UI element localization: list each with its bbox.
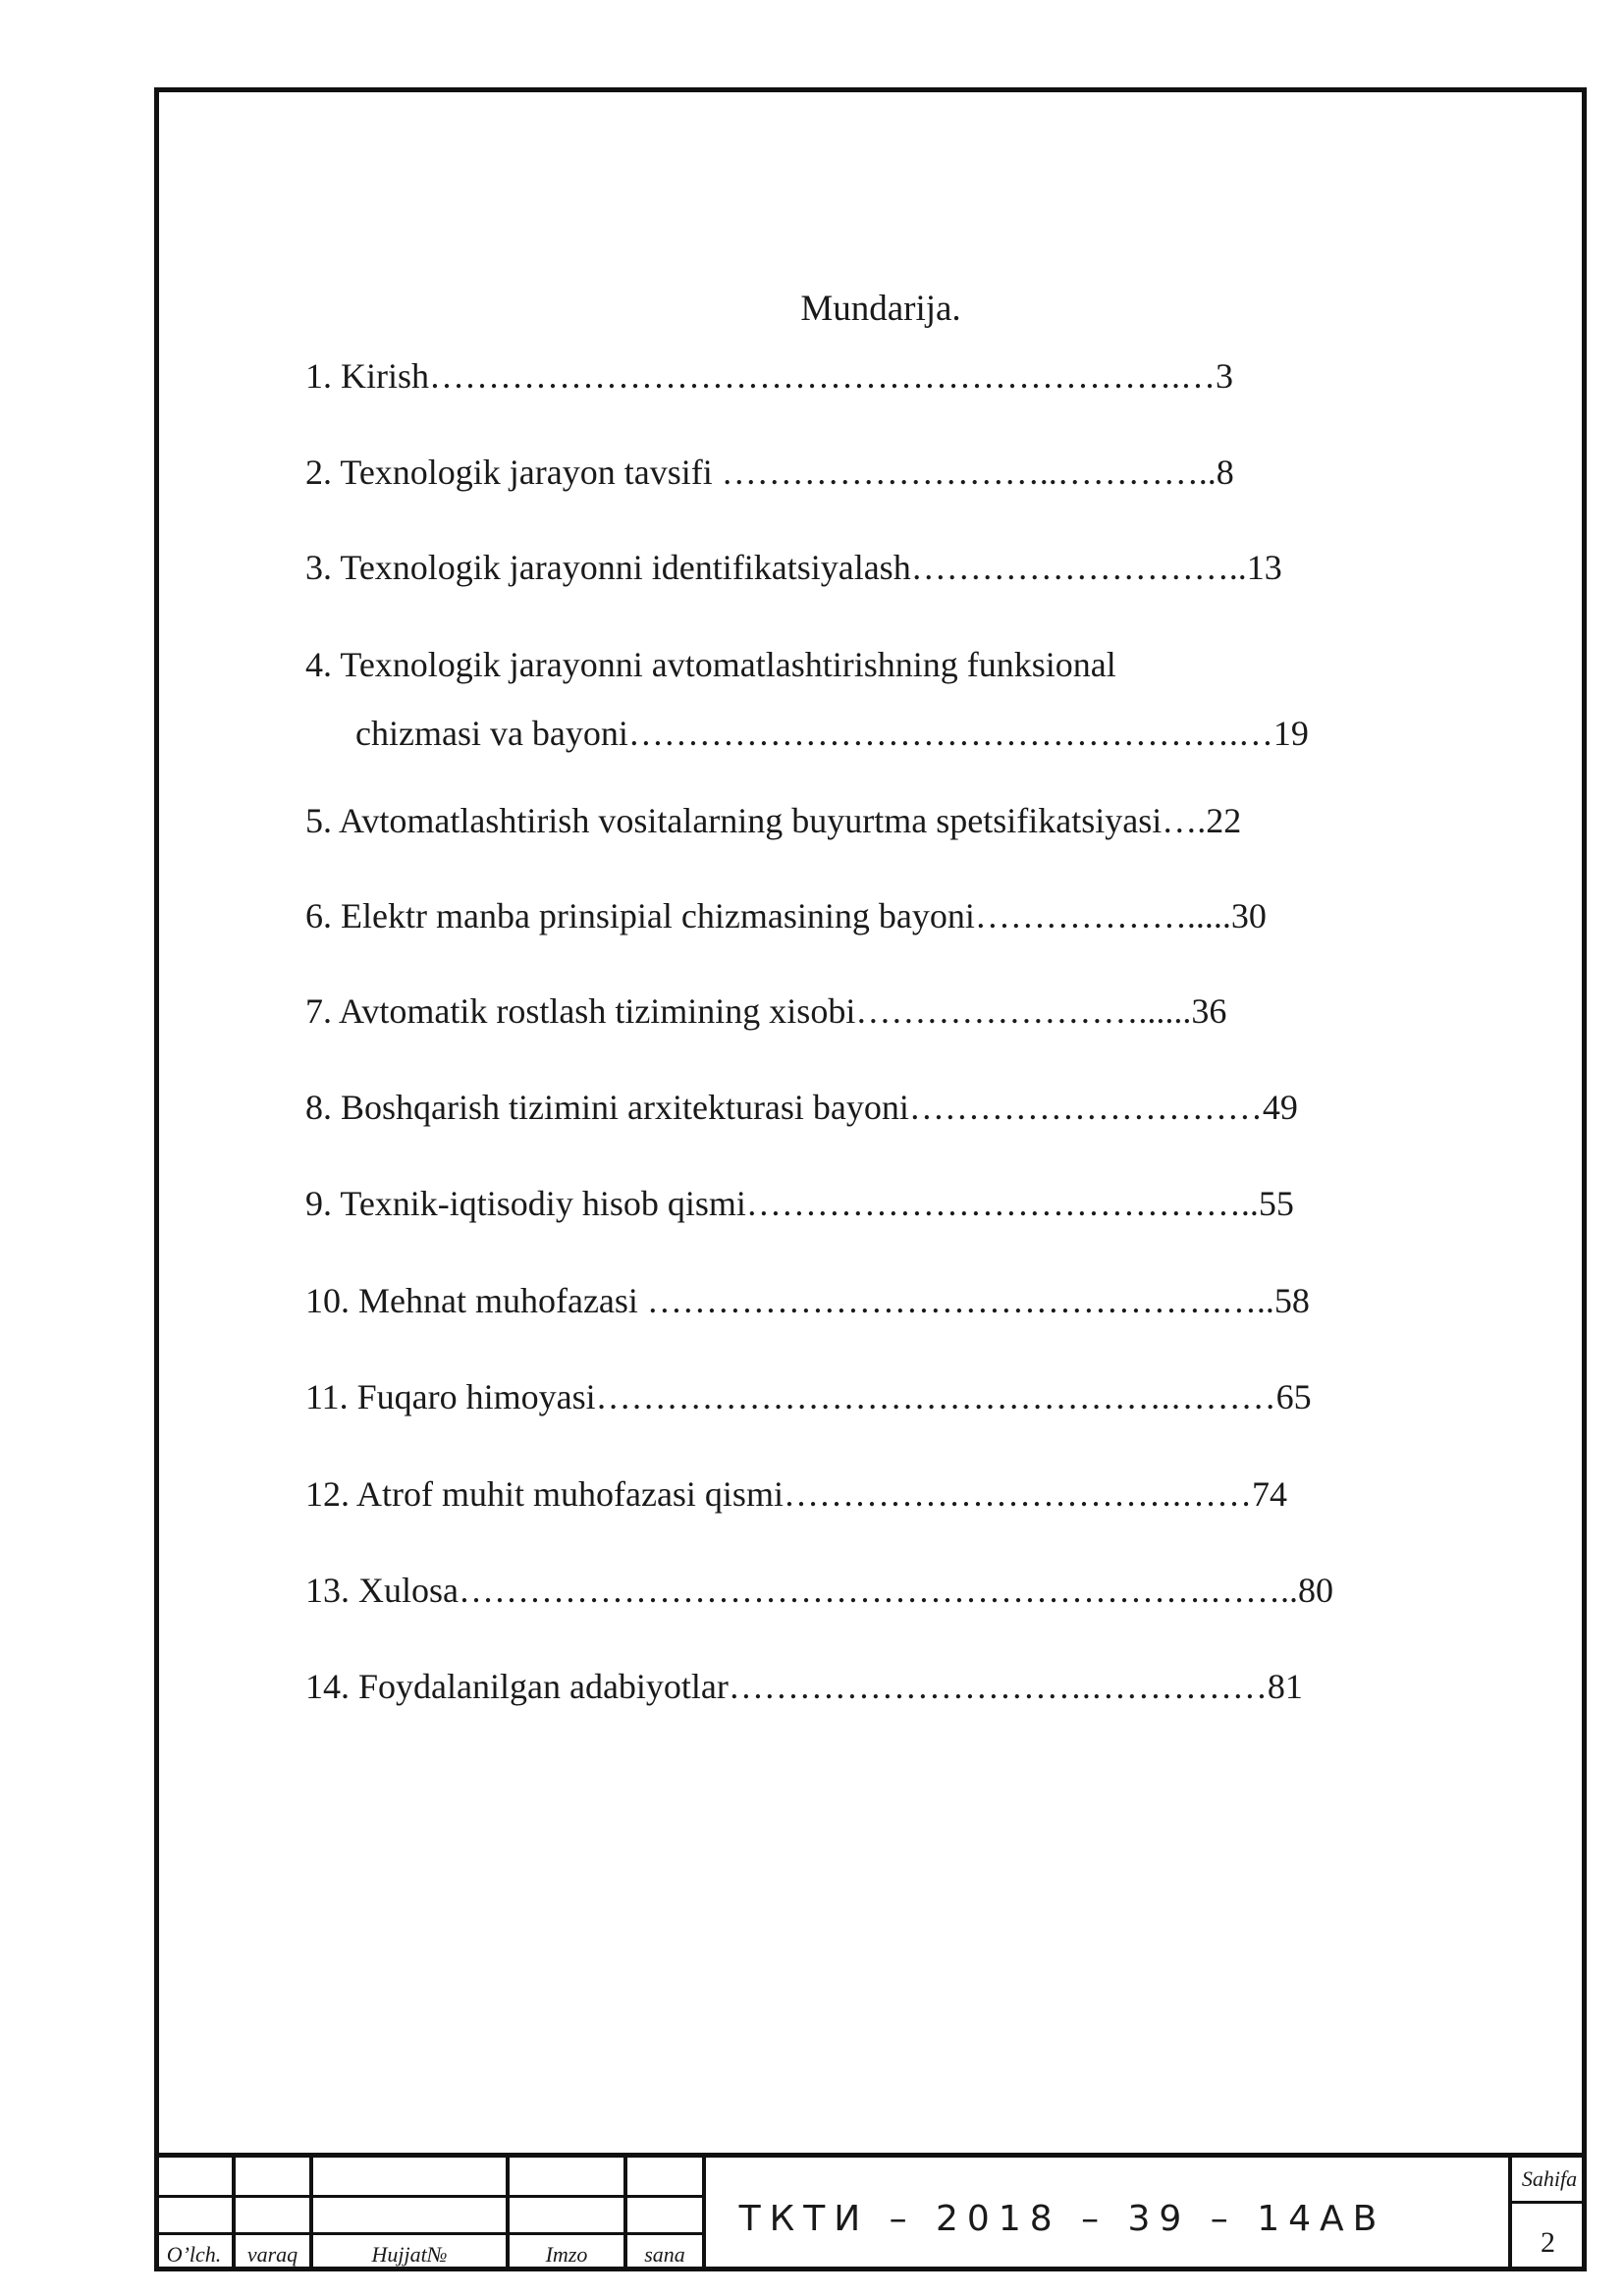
toc-entry: 1. Kirish……………………………………………………….…3 — [305, 356, 1233, 396]
toc-entry: 6. Elektr manba prinsipial chizmasining bayoni……………….....30 — [305, 896, 1267, 935]
stamp-label-imzo: Imzo — [545, 2242, 588, 2267]
toc-entry: 7. Avtomatik rostlash tizimining xisobi……………………......36 — [305, 991, 1227, 1031]
title-block-stamp — [154, 2153, 1587, 2271]
toc-entry-continuation: chizmasi va bayoni…………………………………………….…19 — [355, 714, 1309, 753]
toc-entry: 11. Fuqaro himoyasi………………………………………….………65 — [305, 1377, 1312, 1416]
toc-entry: 14. Foydalanilgan adabiyotlar………………………….……………81 — [305, 1667, 1303, 1706]
stamp-row-line — [154, 2195, 704, 2198]
document-code: ТКТИ – 2018 – 39 – 14АВ — [738, 2199, 1386, 2239]
toc-title: Mundarija. — [800, 289, 961, 329]
stamp-label-olch: O’lch. — [166, 2242, 222, 2267]
page-frame — [154, 87, 1587, 2271]
toc-entry: 12. Atrof muhit muhofazasi qismi…………………………….……74 — [305, 1474, 1287, 1514]
stamp-row-line — [154, 2232, 704, 2235]
toc-entry: 10. Mehnat muhofazasi ………………………………………….…..58 — [305, 1281, 1310, 1320]
toc-entry: 3. Texnologik jarayonni identifikatsiyalash………………………..13 — [305, 548, 1282, 587]
stamp-label-hujjat: Hujjat№ — [371, 2242, 448, 2267]
toc-entry: 4. Texnologik jarayonni avtomatlashtirishning funksional — [305, 645, 1116, 684]
toc-entry: 9. Texnik-iqtisodiy hisob qismi……………………………………..55 — [305, 1184, 1294, 1223]
page-number: 2 — [1541, 2226, 1555, 2259]
stamp-label-sahifa: Sahifa — [1521, 2166, 1578, 2191]
toc-entry: 13. Xulosa……………………………………………………….……..80 — [305, 1571, 1333, 1610]
stamp-label-varaq: varaq — [246, 2242, 298, 2267]
toc-entry: 8. Boshqarish tizimini arxitekturasi bayoni…………………………49 — [305, 1088, 1298, 1127]
toc-entry: 5. Avtomatlashtirish vositalarning buyurtma spetsifikatsiyasi….22 — [305, 801, 1242, 840]
stamp-row-line — [1510, 2201, 1587, 2204]
stamp-label-sana: sana — [644, 2242, 685, 2267]
toc-entry: 2. Texnologik jarayon tavsifi ………………………..…………..8 — [305, 453, 1234, 492]
